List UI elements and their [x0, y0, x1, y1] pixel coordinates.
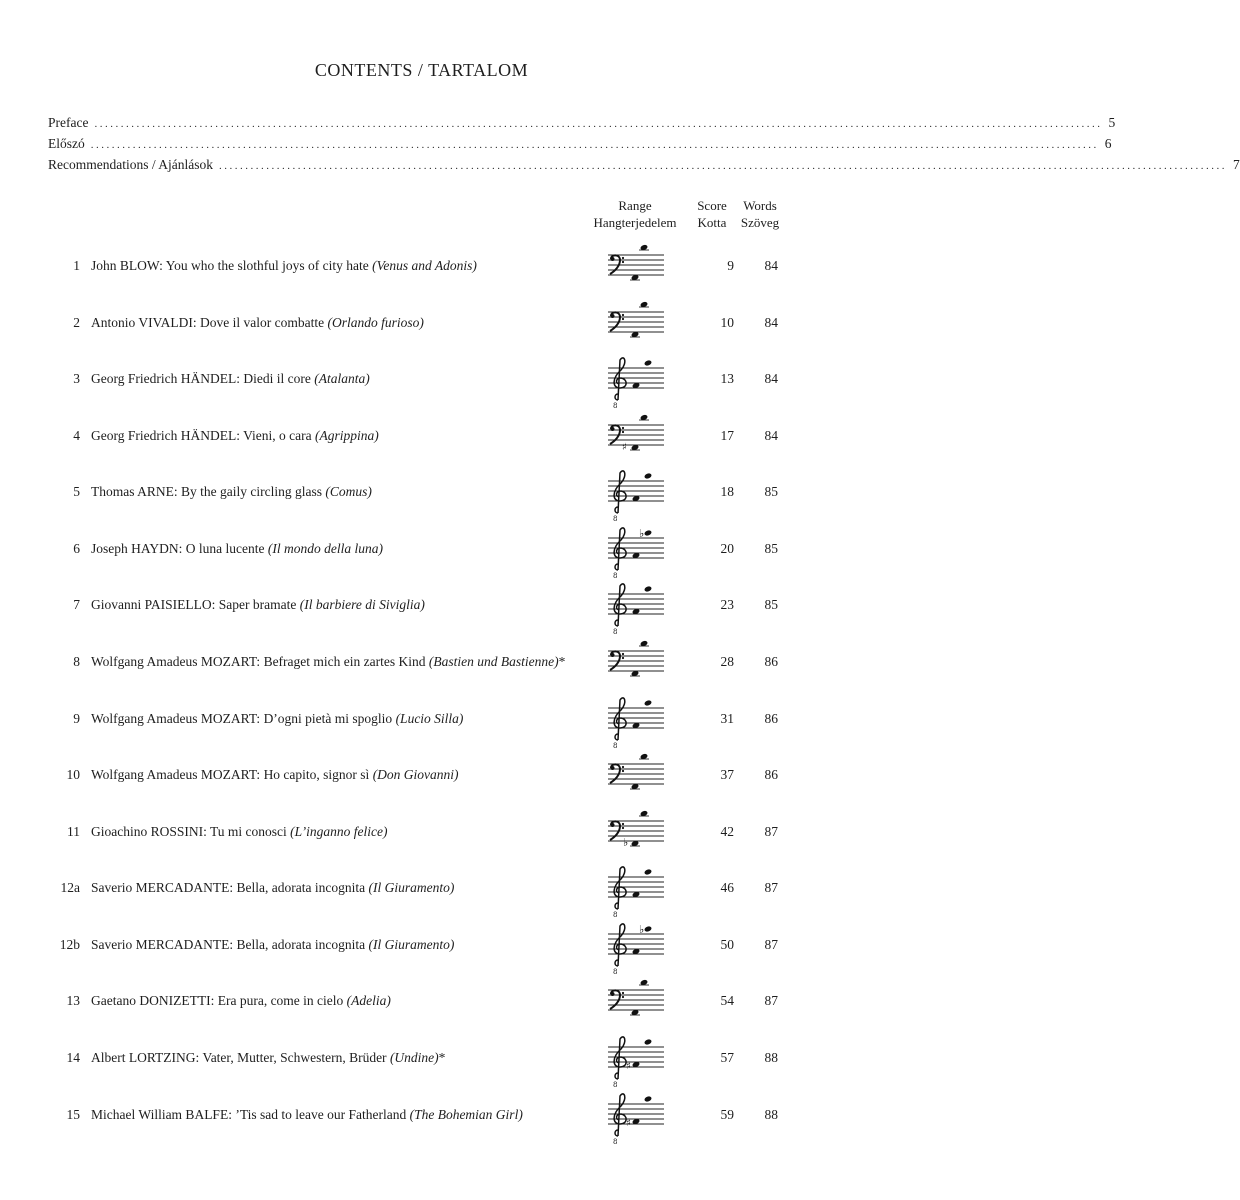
entry-title: ’Tis sad to leave our Fatherland	[235, 1107, 407, 1122]
range-staff-icon	[606, 574, 666, 636]
entry-work: (Venus and Adonis)	[372, 258, 477, 273]
score-column-header	[690, 197, 734, 231]
range-staff-icon	[606, 405, 666, 467]
contents-entry[interactable]	[0, 594, 843, 650]
entry-score-page: 46	[720, 880, 734, 895]
range-header-en: Range	[618, 198, 652, 213]
entry-composer: John BLOW	[91, 258, 160, 273]
range-staff-icon	[606, 1027, 666, 1089]
entry-work: (Orlando furioso)	[327, 315, 424, 330]
entry-work: (Atalanta)	[314, 371, 370, 386]
entry-number: 4	[73, 428, 80, 443]
range-staff	[606, 631, 666, 693]
svg-text:♯: ♯	[622, 442, 627, 453]
contents-entry[interactable]	[0, 255, 843, 311]
front-matter-label: Recommendations / Ajánlások	[48, 157, 213, 172]
range-staff	[606, 857, 666, 919]
entry-title: Vieni, o cara	[243, 428, 312, 443]
entry-words-page: 84	[764, 315, 778, 330]
svg-text:8: 8	[613, 968, 618, 976]
entry-words-page: 86	[764, 767, 778, 782]
entry-score-page: 9	[727, 258, 734, 273]
contents-entry[interactable]	[0, 368, 843, 424]
entry-text: Gaetano DONIZETTI: Era pura, come in cielo (Adelia)	[91, 993, 391, 1008]
entry-text: Michael William BALFE: ’Tis sad to leave our Fatherland (The Bohemian Girl)	[91, 1107, 523, 1122]
entry-text: Joseph HAYDN: O luna lucente (Il mondo della luna)	[91, 541, 383, 556]
entry-work: (Il Giuramento)	[368, 880, 455, 895]
entry-number: 14	[66, 1050, 80, 1065]
entry-work: (Agrippina)	[315, 428, 379, 443]
words-header-en: Words	[743, 198, 777, 213]
range-staff	[606, 518, 666, 580]
entry-score-page: 18	[720, 484, 734, 499]
entry-composer: Gaetano DONIZETTI	[91, 993, 211, 1008]
entry-words-page: 86	[764, 654, 778, 669]
entry-title: Bella, adorata incognita	[236, 937, 366, 952]
entry-words-page: 84	[764, 258, 778, 273]
entry-title: Vater, Mutter, Schwestern, Brüder	[202, 1050, 387, 1065]
entry-footnote-mark: *	[438, 1050, 446, 1065]
entry-number: 6	[73, 541, 80, 556]
entry-title: Befraget mich ein zartes Kind	[263, 654, 426, 669]
entry-composer: Wolfgang Amadeus MOZART	[91, 711, 257, 726]
entry-words-page: 87	[764, 824, 778, 839]
dot-leader: ................................................................................................................................................................................................	[218, 160, 1227, 172]
entry-words-page: 86	[764, 711, 778, 726]
contents-entry[interactable]	[0, 312, 843, 368]
entry-text: Giovanni PAISIELLO: Saper bramate (Il barbiere di Siviglia)	[91, 597, 425, 612]
entry-score-page: 54	[720, 993, 734, 1008]
entry-text: Georg Friedrich HÄNDEL: Diedi il core (Atalanta)	[91, 371, 370, 386]
entry-text: Saverio MERCADANTE: Bella, adorata incognita (Il Giuramento)	[91, 937, 455, 952]
entry-title: Diedi il core	[243, 371, 311, 386]
range-staff-icon	[606, 631, 666, 693]
range-header-hu: Hangterjedelem	[593, 215, 677, 230]
contents-entry[interactable]	[0, 651, 843, 707]
front-matter-label: Preface	[48, 115, 89, 130]
page-title: CONTENTS / TARTALOM	[314, 60, 529, 80]
range-staff-icon	[606, 235, 666, 297]
range-staff	[606, 688, 666, 750]
entry-work: (Don Giovanni)	[372, 767, 459, 782]
entry-composer: Joseph HAYDN	[91, 541, 179, 556]
range-staff-icon	[606, 461, 666, 523]
range-staff	[606, 1084, 666, 1146]
entry-number: 3	[73, 371, 80, 386]
entry-title: D’ogni pietà mi spoglio	[263, 711, 393, 726]
entry-words-page: 85	[764, 484, 778, 499]
svg-text:8: 8	[613, 1081, 618, 1089]
svg-text:♭: ♭	[639, 527, 645, 540]
contents-entry[interactable]	[0, 990, 843, 1046]
range-staff-icon	[606, 801, 666, 863]
entry-composer: Georg Friedrich HÄNDEL	[91, 371, 237, 386]
entry-number: 8	[73, 654, 80, 669]
entry-work: (Il Giuramento)	[368, 937, 455, 952]
entry-work: (Comus)	[325, 484, 372, 499]
entry-score-page: 57	[720, 1050, 734, 1065]
range-staff-icon	[606, 744, 666, 806]
svg-text:♯: ♯	[626, 1118, 631, 1129]
contents-entry[interactable]	[0, 764, 843, 820]
range-staff	[606, 348, 666, 410]
entry-text: Georg Friedrich HÄNDEL: Vieni, o cara (Agrippina)	[91, 428, 379, 443]
range-staff-icon	[606, 1084, 666, 1146]
range-staff	[606, 235, 666, 297]
entry-score-page: 10	[720, 315, 734, 330]
svg-text:8: 8	[613, 628, 618, 636]
front-matter-list	[48, 115, 1240, 178]
entry-words-page: 88	[764, 1050, 778, 1065]
dot-leader: ................................................................................................................................................................................................	[94, 118, 1103, 130]
range-staff-icon	[606, 970, 666, 1032]
entry-number: 7	[73, 597, 80, 612]
entry-text: Wolfgang Amadeus MOZART: D’ogni pietà mi spoglio (Lucio Silla)	[91, 711, 464, 726]
entry-composer: Antonio VIVALDI	[91, 315, 193, 330]
range-staff-icon	[606, 914, 666, 976]
range-staff-icon	[606, 518, 666, 580]
entry-title: Era pura, come in cielo	[217, 993, 344, 1008]
entry-number: 15	[66, 1107, 80, 1122]
svg-text:8: 8	[613, 911, 618, 919]
svg-text:8: 8	[613, 1138, 618, 1146]
front-matter-label: Előszó	[48, 136, 85, 151]
entry-score-page: 13	[720, 371, 734, 386]
entry-title: By the gaily circling glass	[181, 484, 322, 499]
score-header-en: Score	[697, 198, 727, 213]
entry-score-page: 23	[720, 597, 734, 612]
entry-work: (The Bohemian Girl)	[409, 1107, 523, 1122]
entry-score-page: 50	[720, 937, 734, 952]
entry-composer: Thomas ARNE	[91, 484, 174, 499]
entry-composer: Saverio MERCADANTE	[91, 880, 230, 895]
contents-entry[interactable]	[0, 1047, 843, 1103]
entry-score-page: 17	[720, 428, 734, 443]
svg-text:♭: ♭	[623, 836, 629, 849]
front-matter-row[interactable]	[48, 157, 1240, 178]
entry-number: 11	[67, 824, 80, 839]
entry-words-page: 84	[764, 371, 778, 386]
contents-entry[interactable]	[0, 821, 843, 877]
entry-number: 2	[73, 315, 80, 330]
contents-entry[interactable]	[0, 877, 843, 933]
entry-footnote-mark: *	[558, 654, 566, 669]
entry-work: (Adelia)	[346, 993, 391, 1008]
front-matter-page: 7	[1232, 157, 1240, 172]
entry-title: Ho capito, signor sì	[263, 767, 370, 782]
contents-entry[interactable]	[0, 481, 843, 537]
svg-text:8: 8	[613, 515, 618, 523]
entry-score-page: 31	[720, 711, 734, 726]
words-column-header	[736, 197, 784, 231]
entry-title: Bella, adorata incognita	[236, 880, 366, 895]
svg-text:8: 8	[613, 742, 618, 750]
entry-text: Antonio VIVALDI: Dove il valor combatte (Orlando furioso)	[91, 315, 424, 330]
entry-title: Tu mi conosci	[210, 824, 287, 839]
entry-text: Albert LORTZING: Vater, Mutter, Schwestern, Brüder (Undine)*	[91, 1050, 446, 1065]
entry-composer: Giovanni PAISIELLO	[91, 597, 212, 612]
range-staff-icon	[606, 688, 666, 750]
svg-text:♭: ♭	[639, 923, 645, 936]
range-staff	[606, 914, 666, 976]
range-staff	[606, 801, 666, 863]
front-matter-page: 5	[1108, 115, 1116, 130]
entry-composer: Wolfgang Amadeus MOZART	[91, 654, 257, 669]
range-staff	[606, 461, 666, 523]
entry-number: 5	[73, 484, 80, 499]
entry-composer: Saverio MERCADANTE	[91, 937, 230, 952]
entry-words-page: 87	[764, 880, 778, 895]
range-staff	[606, 292, 666, 354]
contents-entry[interactable]	[0, 527, 843, 594]
entry-text: Wolfgang Amadeus MOZART: Befraget mich ein zartes Kind (Bastien und Bastienne)*	[91, 654, 566, 669]
front-matter-row[interactable]	[48, 115, 1116, 136]
entry-score-page: 20	[720, 541, 734, 556]
entry-score-page: 59	[720, 1107, 734, 1122]
contents-entry[interactable]	[0, 923, 843, 990]
entry-composer: Michael William BALFE	[91, 1107, 229, 1122]
entry-score-page: 37	[720, 767, 734, 782]
entry-score-page: 42	[720, 824, 734, 839]
entry-work: (Undine)	[389, 1050, 439, 1065]
entry-number: 1	[73, 258, 80, 273]
entry-text: Wolfgang Amadeus MOZART: Ho capito, signor sì (Don Giovanni)	[91, 767, 459, 782]
entry-words-page: 84	[764, 428, 778, 443]
entry-work: (Lucio Silla)	[395, 711, 464, 726]
entry-text: Saverio MERCADANTE: Bella, adorata incognita (Il Giuramento)	[91, 880, 455, 895]
entry-number: 12a	[60, 880, 80, 895]
contents-entry[interactable]	[0, 708, 843, 764]
words-header-hu: Szöveg	[740, 215, 780, 230]
contents-entry[interactable]	[0, 425, 843, 481]
entry-text: Gioachino ROSSINI: Tu mi conosci (L’inganno felice)	[91, 824, 388, 839]
svg-text:8: 8	[613, 402, 618, 410]
entry-composer: Gioachino ROSSINI	[91, 824, 204, 839]
entry-words-page: 85	[764, 541, 778, 556]
entry-text: Thomas ARNE: By the gaily circling glass (Comus)	[91, 484, 372, 499]
entry-score-page: 28	[720, 654, 734, 669]
entry-words-page: 87	[764, 937, 778, 952]
entry-title: Saper bramate	[218, 597, 297, 612]
entry-title: You who the slothful joys of city hate	[165, 258, 369, 273]
contents-entry[interactable]	[0, 1104, 843, 1160]
dot-leader: ................................................................................................................................................................................................	[90, 139, 1099, 151]
range-staff	[606, 1027, 666, 1089]
entry-number: 9	[73, 711, 80, 726]
entry-text: John BLOW: You who the slothful joys of city hate (Venus and Adonis)	[91, 258, 477, 273]
entry-title: Dove il valor combatte	[200, 315, 325, 330]
range-staff	[606, 405, 666, 467]
entry-composer: Georg Friedrich HÄNDEL	[91, 428, 237, 443]
entry-work: (L’inganno felice)	[290, 824, 388, 839]
entry-words-page: 85	[764, 597, 778, 612]
range-staff-icon	[606, 857, 666, 919]
entry-composer: Wolfgang Amadeus MOZART	[91, 767, 257, 782]
entry-work: (Il mondo della luna)	[267, 541, 383, 556]
range-staff-icon	[606, 292, 666, 354]
entry-number: 10	[66, 767, 80, 782]
entry-work: (Il barbiere di Siviglia)	[299, 597, 425, 612]
entry-words-page: 88	[764, 1107, 778, 1122]
score-header-hu: Kotta	[697, 215, 727, 230]
range-column-header	[588, 197, 682, 231]
entry-number: 13	[66, 993, 80, 1008]
entry-composer: Albert LORTZING	[91, 1050, 196, 1065]
range-staff-icon	[606, 348, 666, 410]
range-staff	[606, 744, 666, 806]
entry-title: O luna lucente	[185, 541, 265, 556]
svg-text:♯: ♯	[626, 1061, 631, 1072]
entry-words-page: 87	[764, 993, 778, 1008]
svg-text:8: 8	[613, 572, 618, 580]
entry-work: (Bastien und Bastienne)	[428, 654, 559, 669]
entry-number: 12b	[59, 937, 80, 952]
range-staff	[606, 970, 666, 1032]
range-staff	[606, 574, 666, 636]
front-matter-row[interactable]	[48, 136, 1112, 157]
front-matter-page: 6	[1104, 136, 1112, 151]
